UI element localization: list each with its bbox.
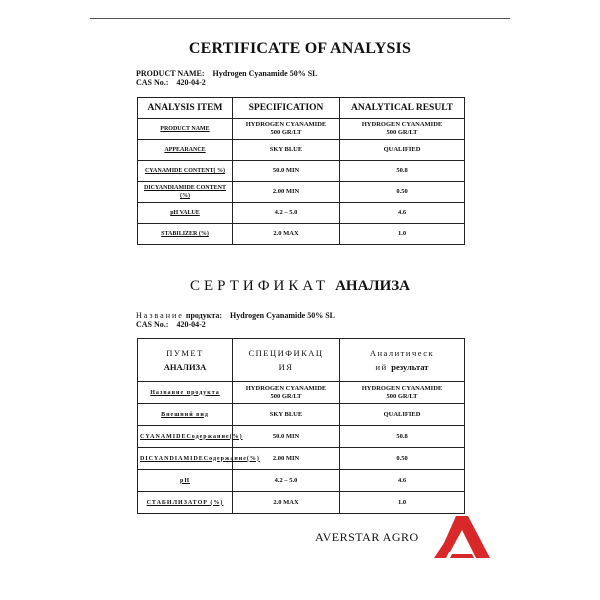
row-item: Внешний вид [138,404,233,426]
row-result: 4.6 [340,203,465,224]
row-spec: SKY BLUE [233,140,340,161]
cas-value-ru: 420-04-2 [176,320,206,329]
table-row [138,448,465,470]
analysis-table-ru [137,338,465,514]
table-row [138,182,465,203]
cas-label-ru: CAS No.: [136,320,169,329]
row-spec: SKY BLUE [233,404,340,426]
row-item: СТАБИЛИЗАТОР (%) [138,492,233,514]
header-specification-ru: СПЕЦИФИКАЦ ИЯ [233,339,340,382]
row-result: 0.50 [340,182,465,203]
cas-label: CAS No.: [136,78,169,87]
product-name-label-ru-rest: продукта: [185,311,223,320]
certificate-title: CERTIFICATE OF ANALYSIS [188,40,412,57]
header-analysis-item: ANALYSIS ITEM [138,98,233,119]
row-spec: 2.0 MAX [233,492,340,514]
header-analytical-result: ANALYTICAL RESULT [340,98,465,119]
table-row [138,203,465,224]
header-specification: SPECIFICATION [233,98,340,119]
row-spec: 50.0 MIN [233,426,340,448]
table-row [138,404,465,426]
product-name-value-ru: Hydrogen Cyanamide 50% SL [230,311,335,320]
row-item: STABILIZER (%) [138,224,233,245]
brand-name: AVERSTAR AGRO [315,530,419,544]
cas-value: 420-04-2 [176,78,206,87]
table-row [138,119,465,140]
title-ru-bold: АНАЛИЗА [335,278,410,294]
row-item: pH VALUE [138,203,233,224]
row-result: 0.50 [340,448,465,470]
table-header-row [138,98,465,119]
row-item: PRODUCT NAME [138,119,233,140]
product-name-value: Hydrogen Cyanamide 50% SL [212,69,318,78]
row-result: 50.8 [340,426,465,448]
table-row [138,224,465,245]
row-item: CYANAMIDE CONTENT( %) [138,161,233,182]
row-spec: HYDROGEN CYANAMIDE 500 GR/LT [233,382,340,404]
row-spec: 2.00 MIN [233,182,340,203]
table-row [138,470,465,492]
header-analysis-item-ru: ПУМЕТ АНАЛИЗА [138,339,233,382]
table-row [138,492,465,514]
row-result: QUALIFIED [340,140,465,161]
row-result: 1.0 [340,492,465,514]
row-spec: 2.00 MIN [233,448,340,470]
certificate-title-ru [0,278,600,295]
row-spec: 50.0 MIN [233,161,340,182]
row-result: 1.0 [340,224,465,245]
table-row [138,161,465,182]
row-spec: HYDROGEN CYANAMIDE 500 GR/LT [233,119,340,140]
table-row [138,426,465,448]
row-result: 4.6 [340,470,465,492]
row-item: APPEARANCE [138,140,233,161]
product-name-label-ru: Название [136,311,184,320]
row-item: Название продукта [138,382,233,404]
table-row [138,140,465,161]
row-result: QUALIFIED [340,404,465,426]
cas-line [136,78,206,88]
row-item: DICYANDIAMIDE CONTENT (%) [138,182,233,203]
title-ru-spaced: СЕРТИФИКАТ [190,278,330,294]
row-result: HYDROGEN CYANAMIDE 500 GR/LT [340,119,465,140]
cas-line-ru [136,320,206,330]
averstar-logo-icon [432,516,492,563]
row-item: CYANAMIDEСодержание(%) [138,426,233,448]
top-rule [90,18,510,19]
row-spec: 2.0 MAX [233,224,340,245]
header-analytical-result-ru: Аналитическ ий результат [340,339,465,382]
table-header-row [138,339,465,382]
row-item: DICYANDIAMIDEСодержание(%) [138,448,233,470]
row-spec: 4.2 – 5.0 [233,203,340,224]
table-row [138,382,465,404]
analysis-table-en [137,97,465,245]
row-spec: 4.2 – 5.0 [233,470,340,492]
row-result: 50.8 [340,161,465,182]
product-name-label: PRODUCT NAME: [136,69,205,78]
row-item: pH [138,470,233,492]
row-result: HYDROGEN CYANAMIDE 500 GR/LT [340,382,465,404]
